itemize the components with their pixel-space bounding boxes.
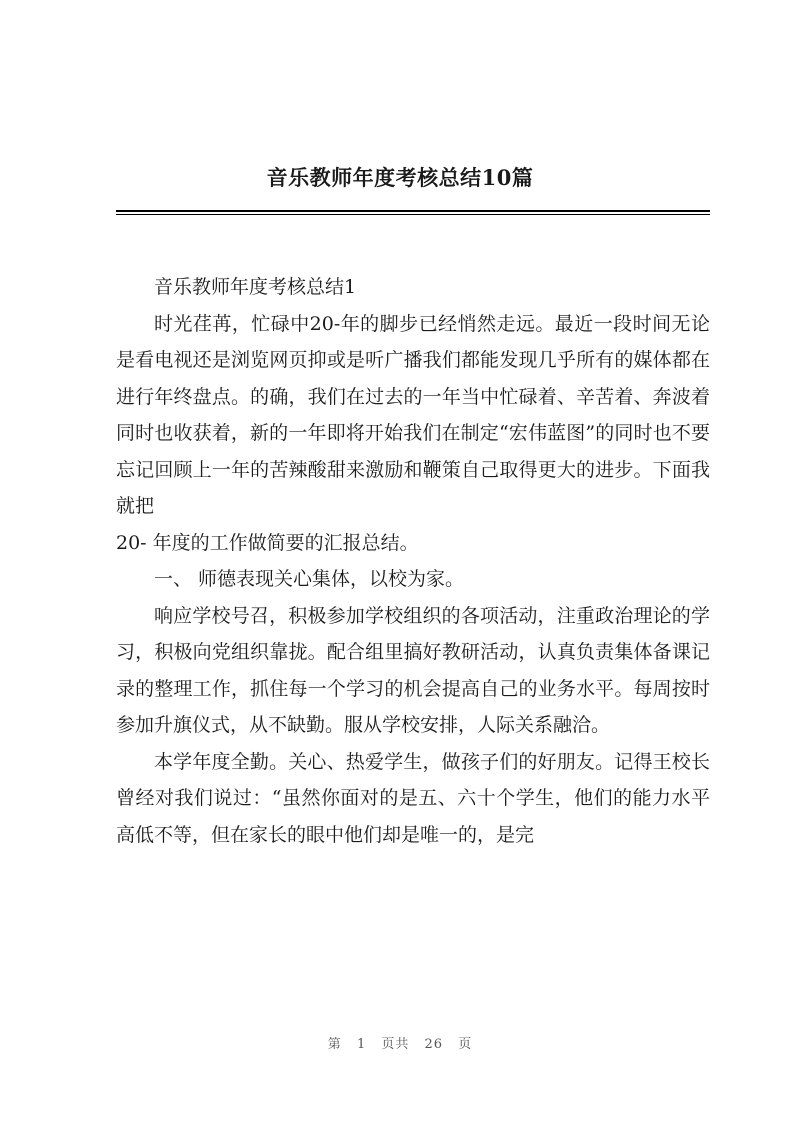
paragraph-1-continuation: 20- 年度的工作做简要的汇报总结。 <box>116 531 419 554</box>
section-heading: 音乐教师年度考核总结1 <box>154 276 357 298</box>
paragraph-2: 响应学校号召，积极参加学校组织的各项活动，注重政治理论的学习，积极向党组织靠拢。配合组里搞好教研活动，认真负责集体备课记录的整理工作，抓住每一个学习的机会提高自己的业务水平。每周按时参加升旗仪式，从不缺勤。服从学校安排，人际关系融洽。 <box>116 604 710 736</box>
footer-page-prefix: 第 <box>327 1037 342 1052</box>
paragraph-1: 时光荏苒，忙碌中20-年的脚步已经悄然走远。最近一段时间无论是看电视还是浏览网页抑或是听广播我们都能发现几乎所有的媒体都在进行年终盘点。的确，我们在过去的一年当中忙碌着、辛苦着、奔波着同时也收获着，新的一年即将开始我们在制定“宏伟蓝图”的同时也不要忘记回顾上一年的苦辣酸甜来激励和鞭策自己取得更大的进步。下面我就把 <box>116 312 710 517</box>
paragraph-3: 本学年度全勤。关心、热爱学生，做孩子们的好朋友。记得王校长曾经对我们说过：“虽然你面对的是五、六十个学生，他们的能力水平高低不等，但在家长的眼中他们却是唯一的，是完 <box>116 750 710 846</box>
page-footer <box>0 1033 800 1052</box>
footer-page-mid: 页共 <box>381 1037 410 1052</box>
point-1-heading: 一、 师德表现关心集体，以校为家。 <box>154 568 465 590</box>
footer-page-suffix: 页 <box>458 1037 473 1052</box>
title-divider-thin <box>116 214 710 215</box>
document-body <box>116 269 710 853</box>
footer-total-pages: 26 <box>424 1037 444 1052</box>
title-divider-thick <box>116 210 710 212</box>
footer-current-page: 1 <box>356 1037 367 1052</box>
document-title: 音乐教师年度考核总结10篇 <box>266 165 534 190</box>
